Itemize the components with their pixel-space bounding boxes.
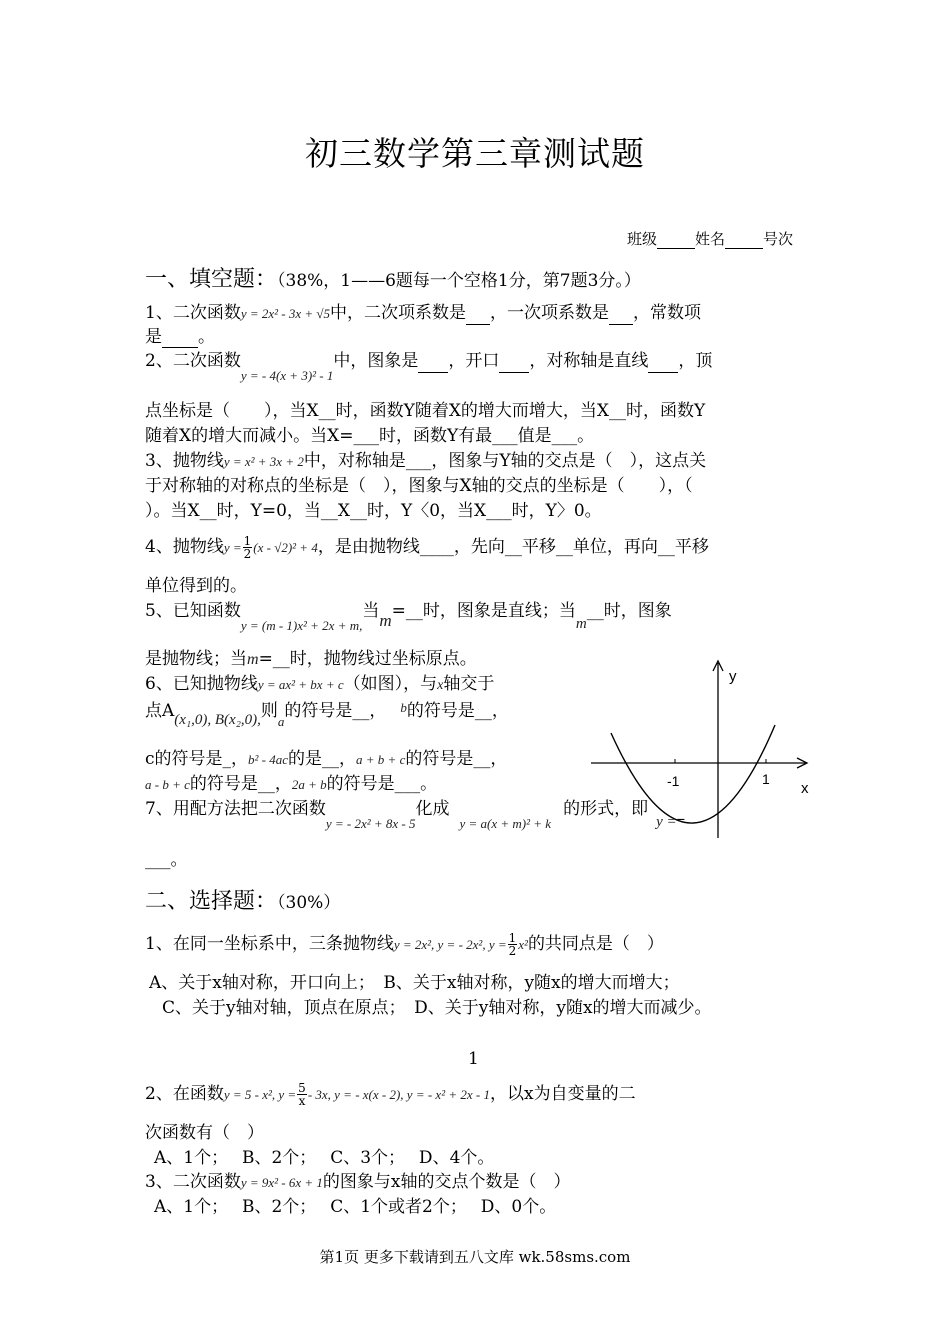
- q6-text: 6、已知抛物线: [145, 674, 258, 694]
- s2-q3-options: A、1个； B、2个； C、1个或者2个； D、0个。: [154, 1197, 557, 1217]
- q5-text-e: 是抛物线；当: [145, 649, 247, 669]
- s2-q1-text-b: 的共同点是（ ）: [527, 934, 664, 954]
- q2-line3: 随着X的增大而减小。当X=___时，函数Y有最___值是___。: [145, 426, 595, 446]
- numerator: 1: [508, 931, 517, 945]
- q5-text-b: 当: [362, 601, 380, 621]
- q5-var-m: m: [379, 611, 392, 630]
- q6-2a-b: 2a + b: [291, 777, 327, 792]
- q6-point-a: 点A: [145, 701, 175, 721]
- s2-q1-text: 1、在同一坐标系中，三条抛物线: [145, 934, 394, 954]
- q1-text-f: 。: [198, 327, 215, 347]
- student-info: [627, 228, 793, 249]
- y-label: y: [729, 668, 737, 685]
- s2-q1-line1: [145, 932, 664, 957]
- q7-line1: [145, 798, 686, 831]
- q1-text-d: ，常数项: [633, 303, 702, 323]
- section2-heading: 二、选择题：: [145, 889, 278, 914]
- blank: [418, 356, 448, 373]
- q1-text-b: 中，二次项系数是: [330, 303, 467, 323]
- s2-q1-formula2: x²: [518, 937, 528, 952]
- s2-q1-options-ab: A、关于x轴对称，开口向上； B、关于x轴对称，y随x的增大而增大；: [149, 973, 680, 993]
- q3-line2: 于对称轴的对称点的坐标是（ ），图象与X轴的交点的坐标是（ ），（: [145, 476, 693, 496]
- q4-text-b: ，是由抛物线____，先向__平移__单位，再向__平移: [317, 537, 709, 557]
- q4-formula-pre: y =: [223, 540, 242, 555]
- q6-text-then: 则: [260, 701, 278, 721]
- class-blank: [657, 232, 695, 249]
- q6-text-disc: 的是__，: [288, 749, 357, 769]
- q5-line1: [145, 600, 672, 633]
- denominator: x: [298, 1094, 306, 1108]
- number-label: 号次: [763, 230, 794, 248]
- page-title: 初三数学第三章测试题: [305, 134, 645, 173]
- s2-q1-fraction: [508, 932, 518, 957]
- q1-formula: y = 2x² - 3x + √5: [240, 306, 331, 321]
- q6-text-amb: 的符号是__，: [189, 774, 292, 794]
- class-label: 班级: [627, 230, 658, 248]
- q6-text-b: （如图），与: [343, 674, 438, 694]
- blank: [648, 356, 678, 373]
- q2-text-c: ，开口: [448, 351, 500, 371]
- q1-line1: [145, 302, 701, 325]
- numerator: 1: [243, 534, 252, 548]
- numerator: 5: [298, 1081, 306, 1095]
- q2-line1: [145, 350, 713, 383]
- q5-text-f: =__时，抛物线过坐标原点。: [258, 649, 477, 669]
- q6-line3: [145, 748, 507, 771]
- s2-q2-line1: [145, 1082, 636, 1107]
- section2-header: [145, 884, 340, 915]
- blank: [609, 308, 633, 325]
- q4-line1: [145, 535, 709, 560]
- q6-line2: [145, 700, 509, 729]
- q7-formula2: y = a(x + m)² + k: [459, 816, 552, 831]
- name-label: 姓名: [695, 230, 726, 248]
- q5-var-m2: m: [575, 616, 587, 632]
- q6-text-c: 轴交于: [443, 674, 495, 694]
- q7-text-b: 化成: [415, 799, 450, 819]
- q5-text: 5、已知函数: [145, 601, 241, 621]
- s2-q2-line2: 次函数有（ ）: [145, 1123, 264, 1143]
- denominator: 2: [243, 547, 252, 561]
- q5-text-d: __时，图象: [586, 601, 672, 621]
- q2-line2: 点坐标是（ ），当X__时，函数Y随着X的增大而增大，当X__时，函数Y: [145, 401, 706, 421]
- q1-text: 1、二次函数: [145, 303, 241, 323]
- q6-text-abc: 的符号是__，: [405, 749, 508, 769]
- s2-q1-options-cd: C、关于y轴对轴，顶点在原点； D、关于y轴对称，y随x的增大而减少。: [162, 998, 712, 1018]
- blank: [499, 356, 529, 373]
- q3-line3: ）。当X__时，Y=0，当__X__时，Y〈0，当X___时，Y〉0。: [145, 501, 602, 521]
- s2-q2-formula-post: - 3x, y = - x(x - 2), y = - x² + 2x - 1: [307, 1087, 490, 1102]
- q5-formula: y = (m - 1)x² + 2x + m,: [240, 618, 363, 633]
- section1-heading: 一、填空题：: [145, 267, 278, 292]
- q6-abc: a + b + c: [356, 752, 406, 767]
- q7-line2: ___。: [145, 850, 188, 870]
- q3-text: 3、抛物线: [145, 451, 224, 471]
- s2-q3-line1: [145, 1171, 571, 1194]
- q2-text-b: 中，图象是: [333, 351, 419, 371]
- q2-text-e: ，顶: [678, 351, 713, 371]
- footer: 第1页 更多下载请到五八文库 wk.58sms.com: [319, 1248, 631, 1266]
- q2-text-d: ，对称轴是直线: [529, 351, 649, 371]
- q5-line2: [145, 648, 477, 671]
- section2-note: （30%）: [277, 893, 341, 913]
- blank: [162, 331, 198, 348]
- section1-header: [145, 262, 641, 293]
- q7-text-d: –: [676, 809, 686, 829]
- s2-q2-text: 2、在函数: [145, 1084, 224, 1104]
- q4-text: 4、抛物线: [145, 537, 224, 557]
- q1-text-e: 是: [145, 327, 162, 347]
- q6-line4: [145, 773, 437, 796]
- q6-formula: y = ax² + bx + c: [257, 677, 344, 692]
- q6-text-c-sign: c的符号是_，: [145, 749, 249, 769]
- q4-fraction: [243, 535, 253, 560]
- q6-points: (x₁,0), B(x₂,0),: [174, 712, 261, 728]
- q6-text-b-sign: 的符号是__，: [406, 701, 509, 721]
- s2-q2-text-b: ，以x为自变量的二: [489, 1084, 636, 1104]
- s2-q2-options: A、1个； B、2个； C、3个； D、4个。: [154, 1148, 495, 1168]
- x-label: x: [801, 780, 809, 797]
- q7-text-c: 的形式，即: [563, 799, 649, 819]
- tick-neg-label: -1: [667, 773, 680, 789]
- q6-discriminant: b² - 4ac: [248, 752, 289, 767]
- q3-text-b: 中，对称轴是___，图象与Y轴的交点是（ ），这点关: [303, 451, 707, 471]
- s2-q2-formula-pre: y = 5 - x², y =: [223, 1087, 297, 1102]
- q5-text-c: =__时，图象是直线；当: [391, 601, 576, 621]
- section1-note: （38%，1——6题每一个空格1分，第7题3分。）: [277, 271, 641, 291]
- s2-q3-formula: y = 9x² - 6x + 1: [240, 1175, 323, 1190]
- q1-text-c: ，一次项系数是: [490, 303, 610, 323]
- s2-q3-text: 3、二次函数: [145, 1172, 241, 1192]
- q6-a-b-c: a - b + c: [145, 777, 190, 792]
- q1-line2: [145, 326, 215, 348]
- q6-var-a: a: [277, 714, 285, 729]
- name-blank: [725, 232, 763, 249]
- q3-line1: [145, 450, 706, 473]
- tick-pos-label: 1: [762, 771, 770, 787]
- blank: [466, 308, 490, 325]
- q6-var-b: b: [400, 700, 407, 715]
- s2-q3-text-b: 的图象与x轴的交点个数是（ ）: [322, 1172, 571, 1192]
- q6-line1: [145, 673, 494, 697]
- denominator: 2: [508, 944, 517, 958]
- q5-var-m3: m: [247, 651, 259, 668]
- q2-formula: y = - 4(x + 3)² - 1: [240, 368, 334, 383]
- q2-text: 2、二次函数: [145, 351, 241, 371]
- q3-formula: y = x² + 3x + 2: [223, 454, 304, 469]
- page-number: 1: [468, 1049, 479, 1069]
- q7-formula3: y =: [656, 814, 677, 830]
- q6-text-a-sign: 的符号是__，: [284, 701, 387, 721]
- s2-q1-formula: y = 2x², y = - 2x², y =: [393, 937, 507, 952]
- q4-line2: 单位得到的。: [145, 576, 247, 596]
- q6-text-2ab: 的符号是___。: [326, 774, 438, 794]
- q7-formula1: y = - 2x² + 8x - 5: [325, 816, 416, 831]
- s2-q2-fraction: [297, 1082, 307, 1107]
- q4-formula-post: (x - √2)² + 4: [253, 540, 318, 555]
- q7-text: 7、用配方法把二次函数: [145, 799, 326, 819]
- q6-var-x: x: [437, 678, 444, 693]
